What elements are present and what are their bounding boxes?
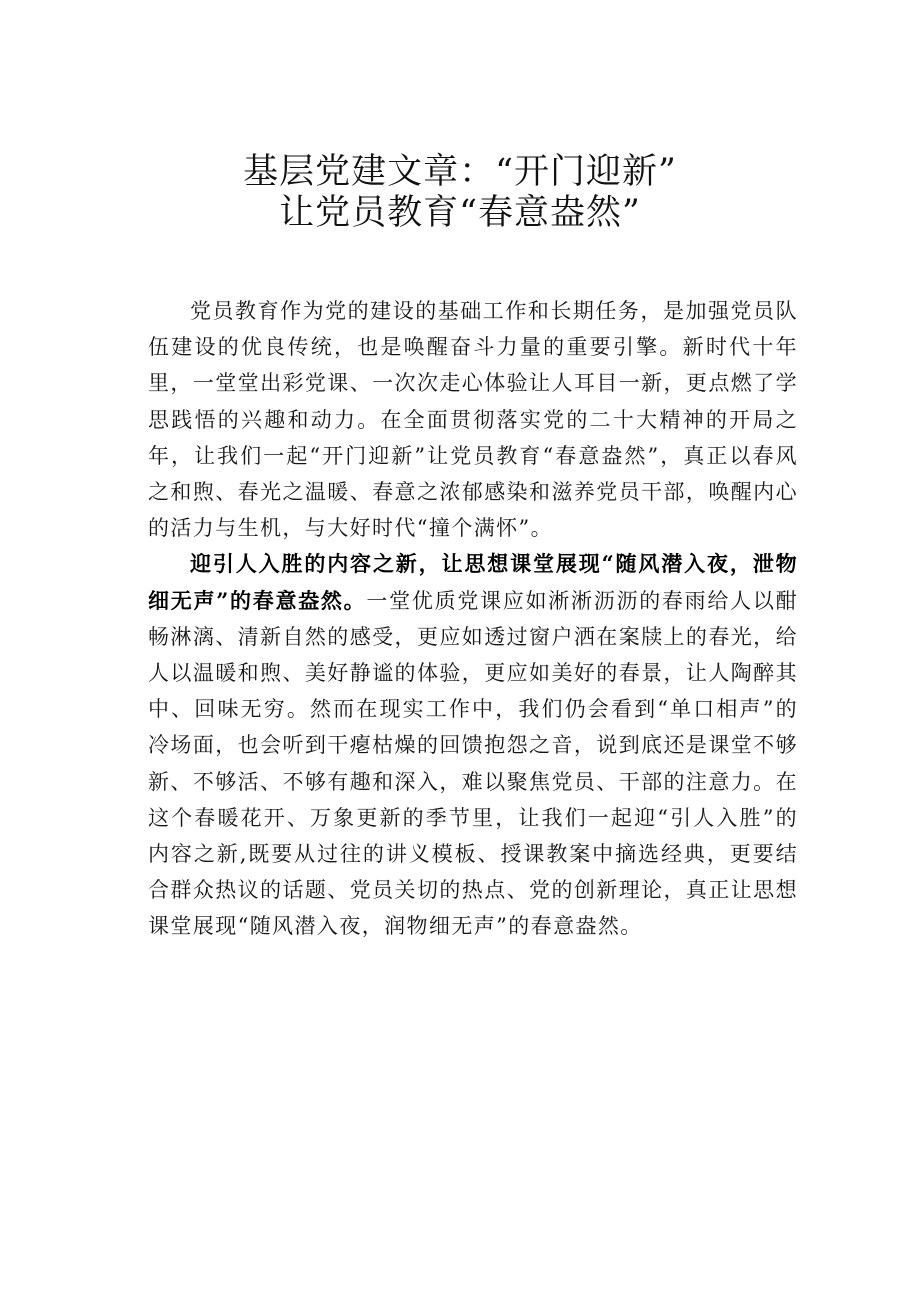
document-title (0, 152, 920, 234)
paragraph-bold-lead: 迎引人入胜的内容之新，让思想课堂展现“随风潜入夜，泄物细无声”的春意盎然。 (148, 551, 798, 613)
title-line-1: 基层党建文章：“开门迎新” (243, 152, 677, 192)
title-line-2: 让党员教育“春意盎然” (279, 193, 641, 233)
document-body (148, 293, 798, 945)
paragraph-intro (148, 293, 798, 546)
paragraph-section-1 (148, 546, 798, 944)
paragraph-text: 党员教育作为党的建设的基础工作和长期任务，是加强党员队伍建设的优良传统，也是唤醒奋斗力量的重要引擎。新时代十年里，一堂堂出彩党课、一次次走心体验让人耳目一新，更点燃了学思践悟的兴趣和动力。在全面贯彻落实党的二十大精神的开局之年，让我们一起“开门迎新”让党员教育“春意盎然”，真正以春风之和煦、春光之温暖、春意之浓郁感染和滋养党员干部，唤醒内心的活力与生机，与大好时代“撞个满怀”。 (148, 299, 798, 541)
paragraph-text: 一堂优质党课应如淅淅沥沥的春雨给人以酣畅淋漓、清新自然的感受，更应如透过窗户洒在案牍上的春光，给人以温暖和煦、美好静谧的体验，更应如美好的春景，让人陶醉其中、回味无穷。然而在现实工作中，我们仍会看到“单口相声”的冷场面，也会听到干瘪枯燥的回馈抱怨之音，说到底还是课堂不够新、不够活、不够有趣和深入，难以聚焦党员、干部的注意力。在这个春暖花开、万象更新的季节里，让我们一起迎“引人入胜”的内容之新,既要从过往的讲义模板、授课教案中摘选经典，更要结合群众热议的话题、党员关切的热点、党的创新理论，真正让思想课堂展现“随风潜入夜，润物细无声”的春意盎然。 (148, 588, 798, 939)
